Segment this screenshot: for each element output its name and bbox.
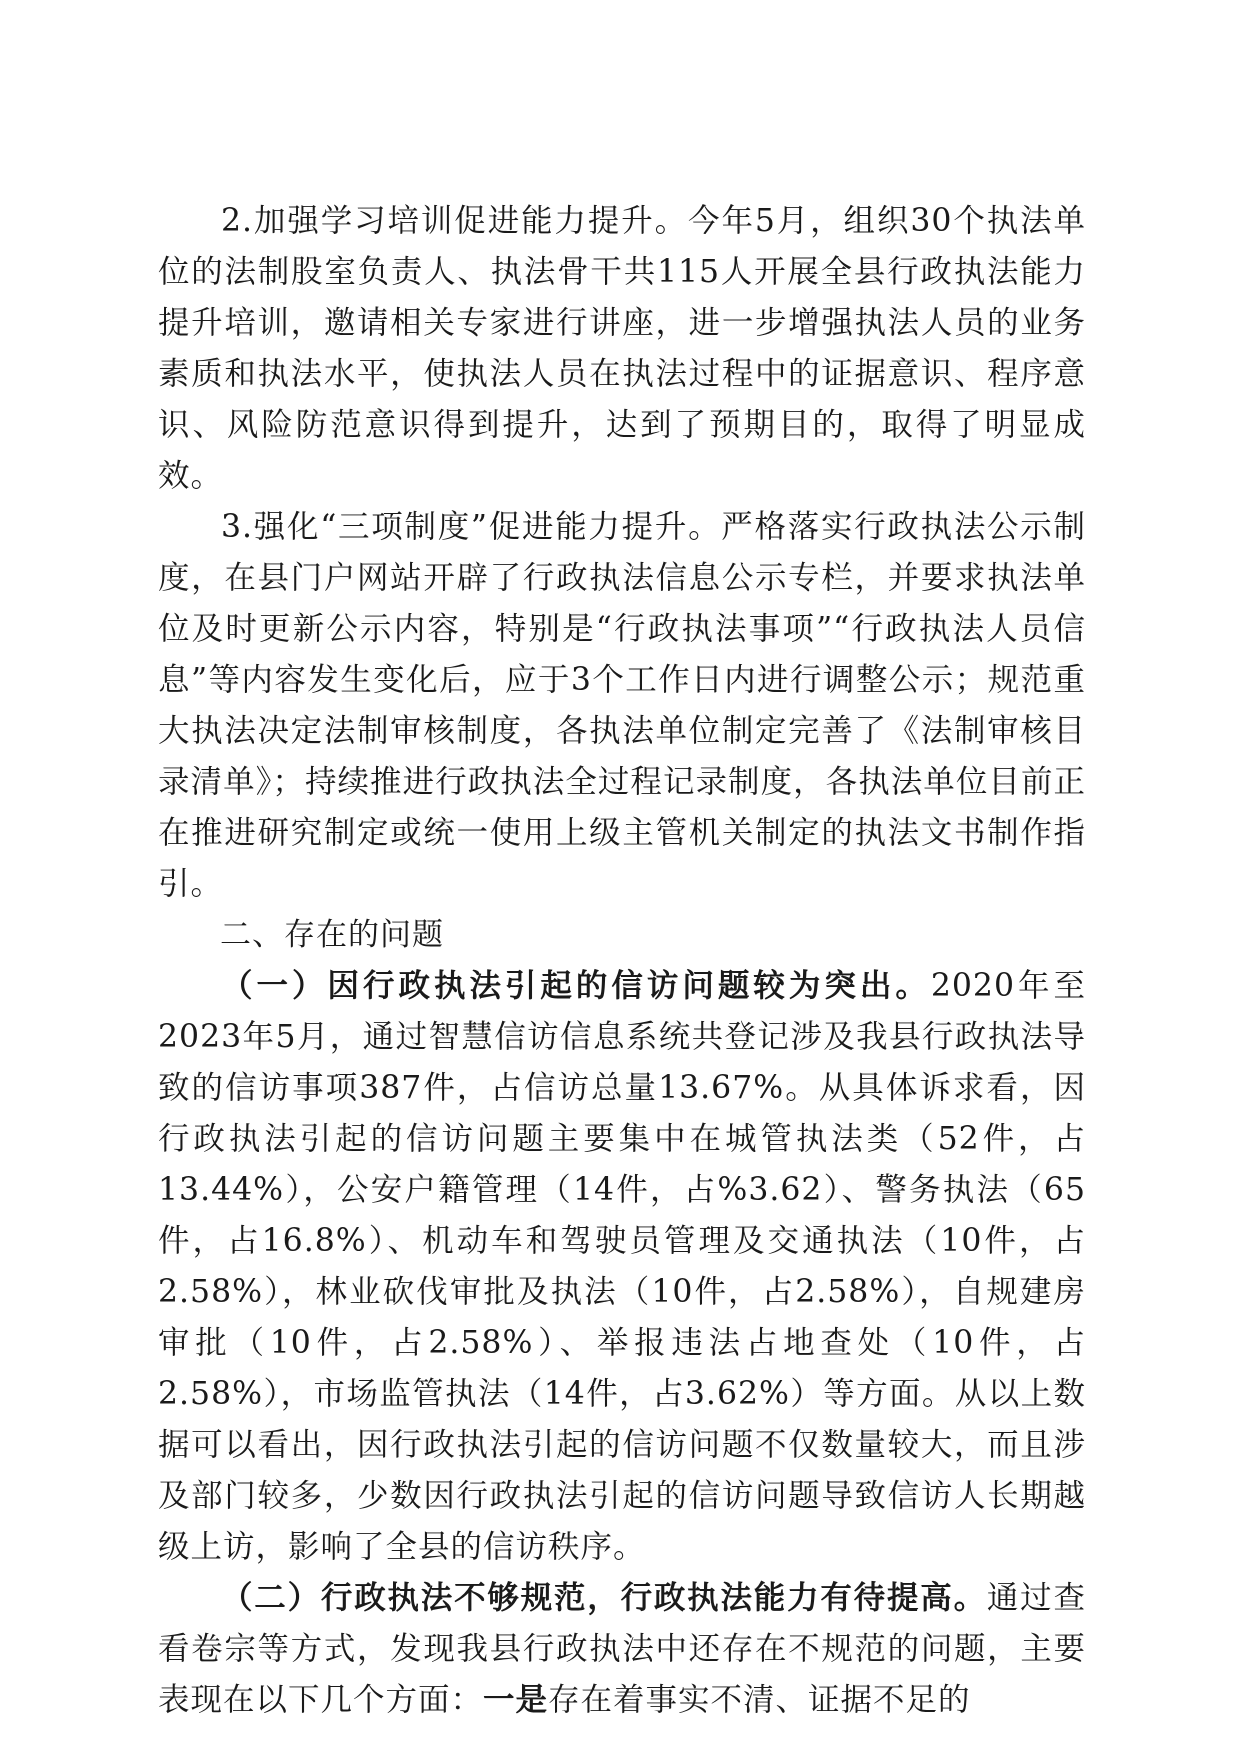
inline-lead: 一是 bbox=[483, 1682, 549, 1718]
paragraph-text: 3.强化“三项制度”促进能力提升。严格落实行政执法公示制度，在县门户网站开辟了行政执法信息公示专栏，并要求执法单位及时更新公示内容，特别是“行政执法事项”“行政执法人员信息”等内容发生变化后，应于3个工作日内进行调整公示；规范重大执法决定法制审核制度，各执法单位制定完善了《法制审核目录清单》；持续推进行政执法全过程记录制度，各执法单位目前正在推进研究制定或统一使用上级主管机关制定的执法文书制作指引。 bbox=[158, 509, 1086, 902]
section-heading bbox=[158, 910, 1086, 961]
heading-text: 二、存在的问题 bbox=[220, 917, 444, 953]
paragraph-text: 通过查看卷宗等方式，发现我县行政执法中还存在不规范的问题，主要表现在以下几个方面： bbox=[158, 1580, 1086, 1718]
paragraph-text: 2020年至2023年5月，通过智慧信访信息系统共登记涉及我县行政执法导致的信访事项387件，占信访总量13.67%。从具体诉求看，因行政执法引起的信访问题主要集中在城管执法类（52件，占13.44%），公安户籍管理（14件，占%3.62）、警务执法（65件，占16.8%）、机动车和驾驶员管理及交通执法（10件，占2.58%），林业砍伐审批及执法（10件，占2.58%），自规建房审批（10件，占2.58%）、举报违法占地查处（10件，占2.58%），市场监管执法（14件，占3.62%）等方面。从以上数据可以看出，因行政执法引起的信访问题不仅数量较大，而且涉及部门较多，少数因行政执法引起的信访问题导致信访人长期越级上访，影响了全县的信访秩序。 bbox=[158, 968, 1086, 1565]
paragraph-petition-issues bbox=[158, 961, 1086, 1573]
paragraph-enforcement-standards bbox=[158, 1573, 1086, 1726]
document-page bbox=[158, 196, 1086, 1726]
subsection-lead: （一）因行政执法引起的信访问题较为突出。 bbox=[221, 968, 931, 1004]
paragraph-text: 2.加强学习培训促进能力提升。今年5月，组织30个执法单位的法制股室负责人、执法骨干共115人开展全县行政执法能力提升培训，邀请相关专家进行讲座，进一步增强执法人员的业务素质和执法水平，使执法人员在执法过程中的证据意识、程序意识、风险防范意识得到提升，达到了预期目的，取得了明显成效。 bbox=[158, 203, 1086, 494]
paragraph-text-tail: 存在着事实不清、证据不足的 bbox=[548, 1682, 971, 1718]
subsection-lead: （二）行政执法不够规范，行政执法能力有待提高。 bbox=[221, 1580, 987, 1616]
paragraph-training bbox=[158, 196, 1086, 502]
paragraph-three-systems bbox=[158, 502, 1086, 910]
